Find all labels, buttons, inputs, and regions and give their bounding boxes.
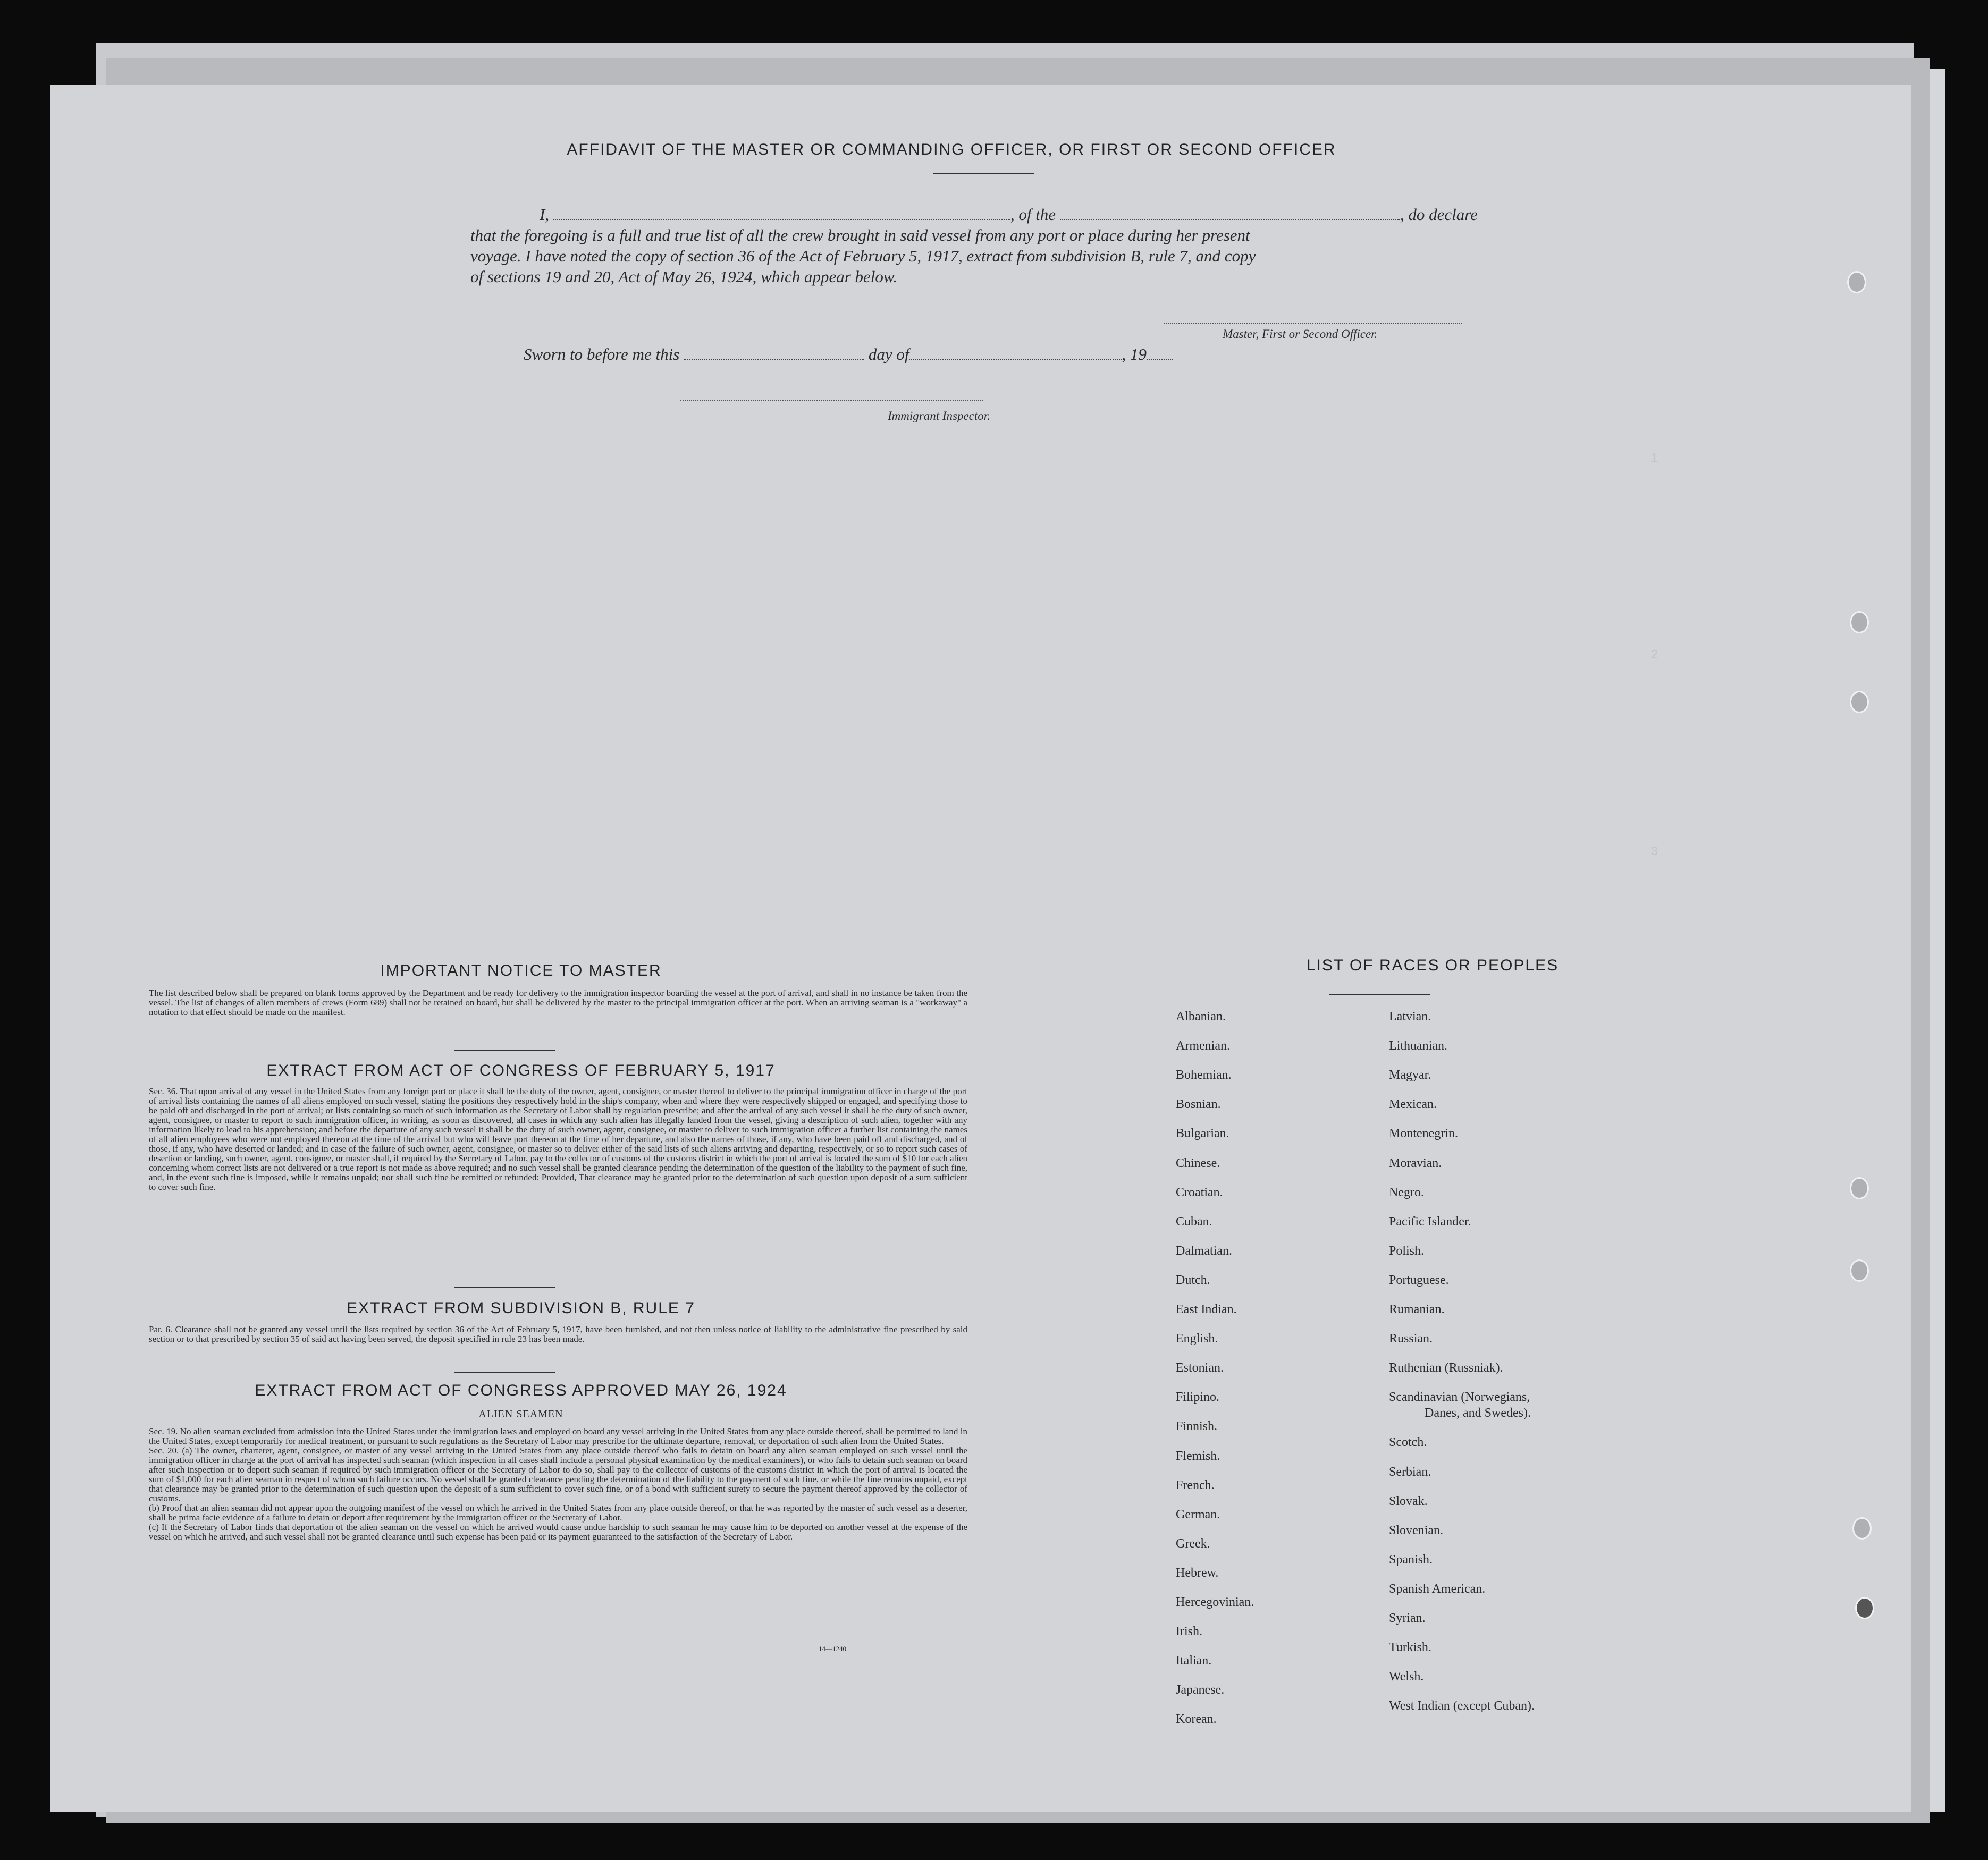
race-item: Irish. — [1176, 1625, 1202, 1638]
punch-hole — [1847, 271, 1866, 293]
sec20c-text: (c) If the Secretary of Labor finds that deportation of the alien seaman on the vessel on which he arrived would cause undue hardship to such seaman he may cause him to be deported on another vessel at the expense of the vessel on which he arrived, and such vessel shall not be granted clearance until such expense has been paid or its payment guaranteed to the satisfaction of the Secretary of Labor. — [149, 1522, 967, 1542]
race-item: Chinese. — [1176, 1156, 1220, 1170]
punch-hole — [1850, 1177, 1869, 1199]
race-item: Portuguese. — [1389, 1273, 1449, 1287]
race-item: English. — [1176, 1332, 1218, 1346]
affidavit-line2: that the foregoing is a full and true list of all the crew brought in said vessel from any port or place during her present — [470, 226, 1250, 244]
extract-1917-body: Sec. 36. That upon arrival of any vessel in the United States from any foreign port or place it shall be the duty of the owner, agent, consignee, or master thereof to deliver to the principal immigration officer in charge of the port of arrival lists containing the names of all aliens employed on such vessel, stating the positions they respectively hold in the ship's company, when and where they were respectively shipped or engaged, and specifying those to be paid off and discharged in the port of arrival; or lists containing so much of such information as the Secretary of Labor shall by regulation prescribe; and after the arrival of any such vessel it shall be the duty of such owner, agent, consignee, or master to report to such immigration officer, in writing, as soon as discovered, all cases in which any such alien has illegally landed from the vessel, giving a description of such alien, together with any information likely to lead to his apprehension; and before the departure of any such vessel it shall be the duty of such owner, agent, consignee, or master to deliver to such immigration officer a further list containing the names of all alien employees who were not employed thereon at the time of the arrival but who will leave port thereon at the time of her departure, and also the names of those, if any, who have been paid off and discharged, and of those, if any, who have deserted or landed; and in case of the failure of such owner, agent, consignee, or master so to deliver either of the said lists of such aliens arriving and departing, respectively, or so to report such cases of desertion or landing, such owner, agent, consignee, or master shall, if required by the Secretary of Labor, pay to the collector of customs of the customs district in which the port of arrival is located the sum of $10 for each alien concerning whom correct lists are not delivered or a true report is not made as above required; and no such vessel shall be granted clearance pending the determination of the question of the liability to the payment of such fine, and, in the event such fine is imposed, while it remains unpaid; nor shall such fine be remitted or refunded: Provided, That clearance may be granted prior to the determination of such question upon deposit of a sum sufficient to cover such fine. — [149, 1086, 967, 1192]
punch-hole — [1850, 611, 1869, 633]
race-item: Serbian. — [1389, 1465, 1431, 1479]
race-item: Turkish. — [1389, 1641, 1431, 1654]
race-item: Bulgarian. — [1176, 1127, 1229, 1140]
race-item: Scandinavian (Norwegians, — [1389, 1390, 1530, 1404]
race-item: Korean. — [1176, 1712, 1217, 1726]
race-item: Polish. — [1389, 1244, 1425, 1258]
punch-hole — [1850, 1259, 1869, 1282]
race-item: Finnish. — [1176, 1419, 1218, 1433]
race-item: Dutch. — [1176, 1273, 1210, 1287]
affidavit-of-the: , of the — [1010, 205, 1056, 224]
day-blank[interactable] — [684, 348, 864, 360]
race-item: Dalmatian. — [1176, 1244, 1232, 1258]
bleed-through-mark: 3 — [1650, 845, 1658, 859]
race-item: Syrian. — [1389, 1611, 1426, 1625]
inspector-label: Immigrant Inspector. — [888, 409, 990, 422]
name-blank[interactable] — [553, 208, 1010, 220]
notice-body: The list described below shall be prepared on blank forms approved by the Department and be ready for delivery to the immigration inspector boarding the vessel at the port of arrival, and shall in no instance be taken from the vessel. The list of changes of alien members of crews (Form 689) shall not be retained on board, but shall be delivered by the master to the principal immigration officer at the port. When an arriving seaman is a "workaway" a notation to that effect should be made on the manifest. — [149, 988, 967, 1017]
rule7-body: Par. 6. Clearance shall not be granted any vessel until the lists required by section 36 of the Act of February 5, 1917, have been furnished, and not then unless notice of liability to the administrative fine prescribed by said section or to that prescribed by section 35 of said act having been served, the deposit specified in rule 23 has been made. — [149, 1324, 967, 1344]
punch-hole — [1852, 1517, 1872, 1540]
race-item: Slovenian. — [1389, 1524, 1443, 1537]
signature-label: Master, First or Second Officer. — [1223, 327, 1378, 341]
race-item: Russian. — [1389, 1332, 1433, 1346]
extract-1917-title: EXTRACT FROM ACT OF CONGRESS OF FEBRUARY 5, 1917 — [266, 1062, 776, 1079]
race-item: Montenegrin. — [1389, 1127, 1458, 1140]
race-item: East Indian. — [1176, 1303, 1237, 1316]
race-item: Japanese. — [1176, 1683, 1225, 1697]
race-item: Ruthenian (Russniak). — [1389, 1361, 1503, 1375]
month-blank[interactable] — [909, 348, 1122, 360]
race-item: Armenian. — [1176, 1039, 1230, 1053]
race-item: Spanish. — [1389, 1553, 1433, 1567]
race-item: West Indian (except Cuban). — [1389, 1699, 1535, 1713]
year-blank[interactable] — [1147, 348, 1173, 360]
race-item: Pacific Islander. — [1389, 1215, 1471, 1229]
races-rule — [1329, 994, 1430, 995]
race-item: Cuban. — [1176, 1215, 1212, 1229]
race-item: Flemish. — [1176, 1449, 1220, 1463]
race-item: Slovak. — [1389, 1494, 1428, 1508]
sec19-text: Sec. 19. No alien seaman excluded from admission into the United States under the immigration laws and employed on board any vessel arriving in the United States from any place outside thereof, shall be permitted to land in the United States, except temporarily for medical treatment, or pursuant to such regulations as the Secretary of Labor may prescribe for the ultimate departure, removal, or deportation of such alien from the United States. — [149, 1426, 967, 1446]
document-page — [50, 85, 1911, 1812]
bleed-through-mark: 2 — [1650, 648, 1658, 663]
sworn-line — [524, 344, 1173, 365]
races-title: LIST OF RACES OR PEOPLES — [1306, 957, 1559, 974]
notice-title: IMPORTANT NOTICE TO MASTER — [380, 962, 662, 979]
section-rule — [454, 1287, 555, 1288]
title-rule — [933, 173, 1034, 174]
extract-1924-body — [149, 1427, 967, 1542]
race-item: Filipino. — [1176, 1390, 1220, 1404]
race-item: Greek. — [1176, 1537, 1210, 1551]
affidavit-line3: voyage. I have noted the copy of section 36 of the Act of February 5, 1917, extract from subdivision B, rule 7, and copy — [470, 247, 1256, 265]
inspector-signature-line[interactable] — [680, 400, 983, 401]
section-rule — [454, 1050, 555, 1051]
race-item: Croatian. — [1176, 1186, 1223, 1199]
race-item: Lithuanian. — [1389, 1039, 1447, 1053]
punch-hole — [1850, 691, 1869, 713]
race-item: Rumanian. — [1389, 1303, 1445, 1316]
vessel-blank[interactable] — [1060, 208, 1400, 220]
race-item: Welsh. — [1389, 1670, 1424, 1684]
section-rule — [454, 1372, 555, 1373]
race-item: Estonian. — [1176, 1361, 1224, 1375]
race-item: Albanian. — [1176, 1010, 1226, 1024]
race-item: Moravian. — [1389, 1156, 1442, 1170]
race-item-continuation: Danes, and Swedes). — [1425, 1406, 1531, 1420]
extract-1924-title: EXTRACT FROM ACT OF CONGRESS APPROVED MAY 26, 1924 — [255, 1382, 787, 1399]
punch-hole — [1855, 1597, 1874, 1619]
race-item: Italian. — [1176, 1654, 1212, 1668]
affidavit-do-declare: , do declare — [1400, 205, 1478, 224]
sec20b-text: (b) Proof that an alien seaman did not appear upon the outgoing manifest of the vessel on which he arrived in the United States from any place outside thereof, or that he was reported by the master of such vessel as a deserter, shall be prima facie evidence of a failure to detain or deport after requirement by the immigration officer or the Secretary of Labor. — [149, 1503, 967, 1523]
race-item: Mexican. — [1389, 1097, 1437, 1111]
sworn-text: Sworn to before me this — [524, 345, 680, 363]
rule7-title: EXTRACT FROM SUBDIVISION B, RULE 7 — [347, 1299, 695, 1317]
affidavit-i: I, — [540, 205, 550, 224]
race-item: Bohemian. — [1176, 1068, 1232, 1082]
race-item: French. — [1176, 1478, 1215, 1492]
race-item: Scotch. — [1389, 1435, 1427, 1449]
affidavit-line1 — [540, 205, 1549, 225]
extract-1924-subtitle: ALIEN SEAMEN — [478, 1408, 563, 1420]
race-item: Negro. — [1389, 1186, 1424, 1199]
affidavit-line4: of sections 19 and 20, Act of May 26, 1924, which appear below. — [470, 267, 898, 286]
race-item: Hercegovinian. — [1176, 1595, 1254, 1609]
year-text: , 19 — [1122, 345, 1147, 363]
affidavit-title: AFFIDAVIT OF THE MASTER OR COMMANDING OFFICER, OR FIRST OR SECOND OFFICER — [567, 141, 1336, 158]
race-item: Latvian. — [1389, 1010, 1431, 1024]
race-item: Bosnian. — [1176, 1097, 1221, 1111]
day-of-text: day of — [868, 345, 909, 363]
race-item: Magyar. — [1389, 1068, 1431, 1082]
race-item: Hebrew. — [1176, 1566, 1219, 1580]
form-number: 14—1240 — [819, 1645, 846, 1653]
race-item: German. — [1176, 1508, 1220, 1521]
race-item: Spanish American. — [1389, 1582, 1486, 1596]
signature-line[interactable] — [1164, 323, 1462, 325]
sec20a-text: Sec. 20. (a) The owner, charterer, agent, consignee, or master of any vessel arriving in the United States from any place outside thereof who fails to detain on board any alien seaman employed on such vessel until the immigration officer in charge at the port of arrival has inspected such seaman (which inspection in all cases shall include a personal physical examination by the medical examiners), or who fails to detain such seaman on board after such inspection or to deport such seaman if required by such immigration officer or the Secretary of Labor to do so, shall pay to the collector of customs of the customs district in which the port of arrival is located the sum of $1,000 for each alien seaman in respect of whom such failure occurs. No vessel shall be granted clearance pending the determination of the liability to the payment of such fine, or while the fine remains unpaid, except that clearance may be granted prior to the determination of such question upon the deposit of a sum sufficient to cover such fine, or of a bond with sufficient surety to secure the payment thereof approved by the collector of customs. — [149, 1445, 967, 1503]
bleed-through-mark: 1 — [1650, 452, 1658, 466]
